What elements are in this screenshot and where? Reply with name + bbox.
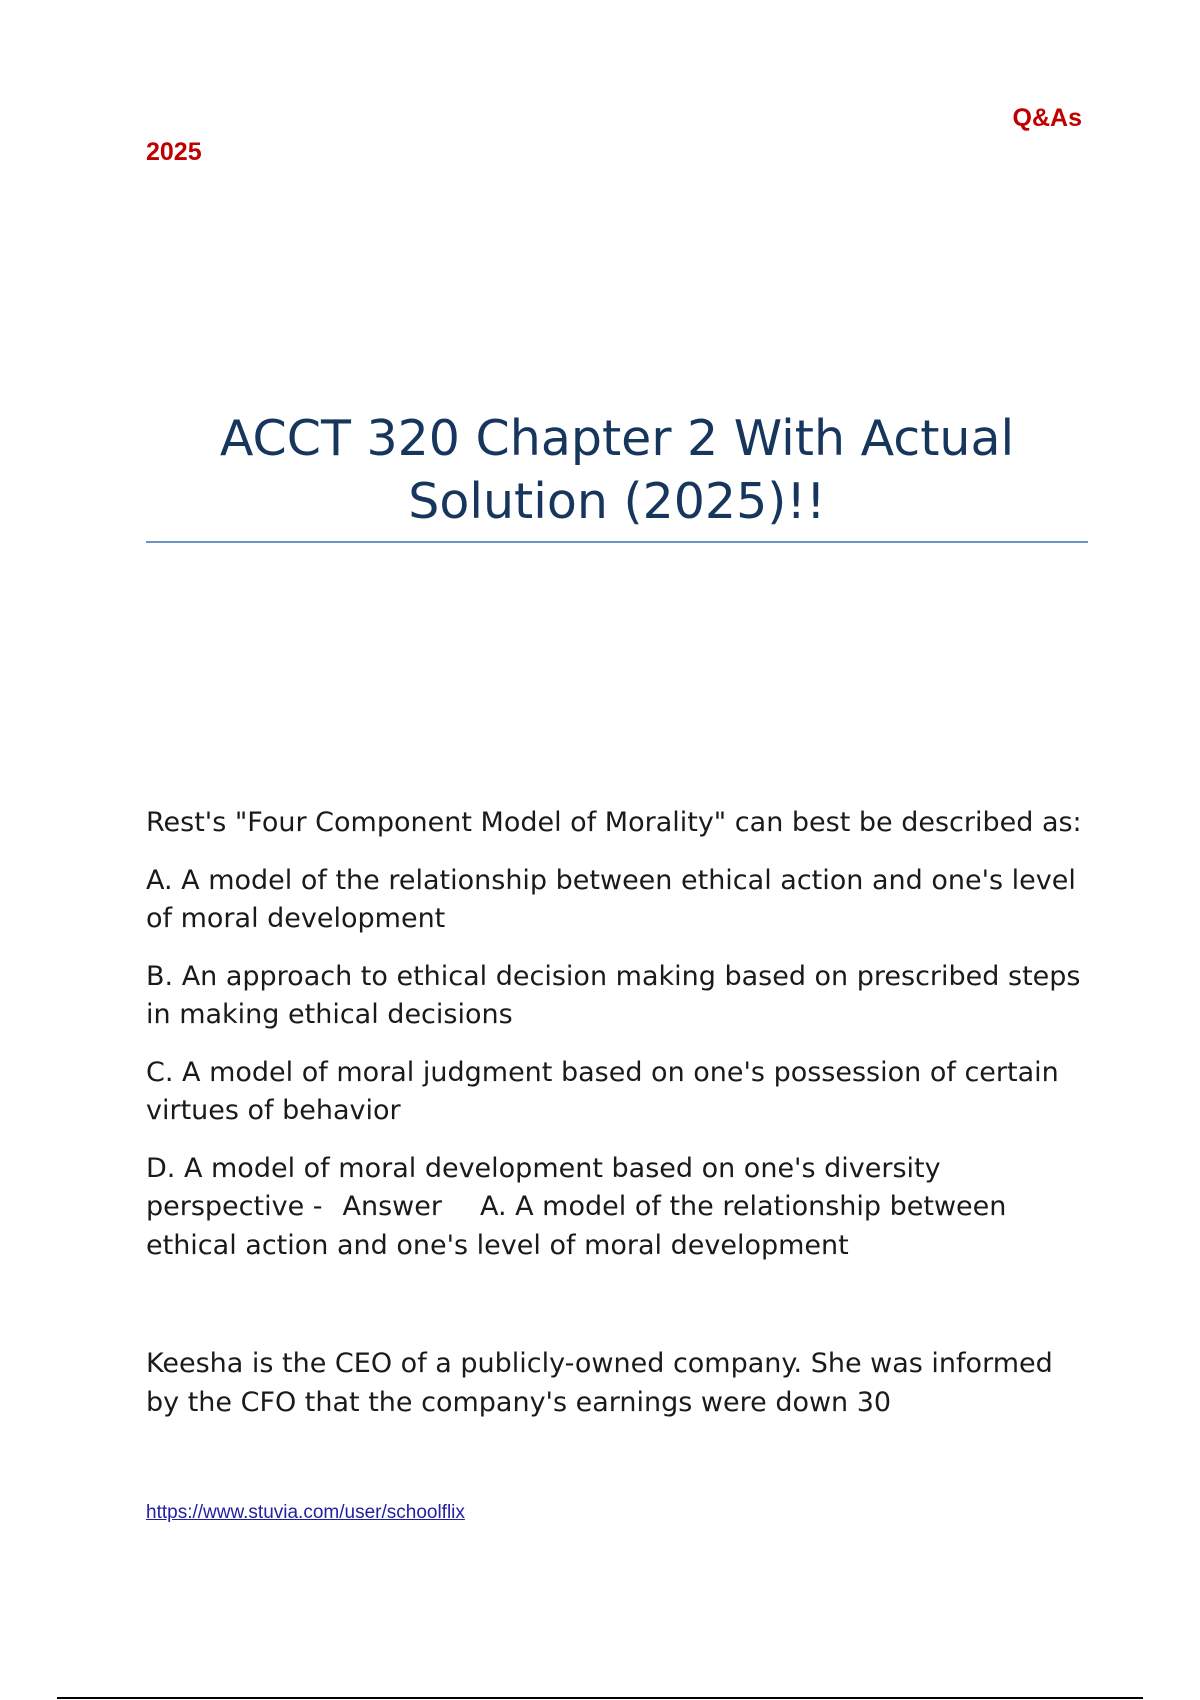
year-label: 2025 xyxy=(146,138,202,166)
title-divider xyxy=(146,541,1088,543)
question-content xyxy=(146,804,1088,1441)
qa-label: Q&As xyxy=(1012,104,1082,132)
question-1-option-a: A. A model of the relationship between ethical action and one's level of moral development xyxy=(146,864,1076,934)
answer-label: Answer xyxy=(342,1191,442,1222)
question-spacer xyxy=(146,1284,1088,1345)
question-1-prompt: Rest's "Four Component Model of Morality" can best be described as: xyxy=(146,807,1082,838)
title-line-1: ACCT 320 Chapter 2 With Actual xyxy=(219,410,1015,467)
stuvia-profile-link[interactable]: https://www.stuvia.com/user/schoolflix xyxy=(146,1502,465,1523)
question-2-prompt: Keesha is the CEO of a publicly-owned company. She was informed by the CFO that the company's earnings were down 30 xyxy=(146,1348,1053,1418)
question-1-option-d: D. A model of moral development based on one's diversity perspective - xyxy=(146,1152,941,1222)
question-1-option-c: C. A model of moral judgment based on one's possession of certain virtues of behavior xyxy=(146,1056,1059,1126)
question-1-option-b: B. An approach to ethical decision making based on prescribed steps in making ethical decisions xyxy=(146,960,1081,1030)
question-1-option-d-with-answer xyxy=(146,1150,1088,1266)
document-title xyxy=(146,407,1088,533)
answer-value: A. A model of the relationship between ethical action and one's level of moral development xyxy=(146,1191,1007,1261)
title-line-2: Solution (2025)!! xyxy=(408,473,826,530)
footer-divider xyxy=(57,1697,1143,1699)
